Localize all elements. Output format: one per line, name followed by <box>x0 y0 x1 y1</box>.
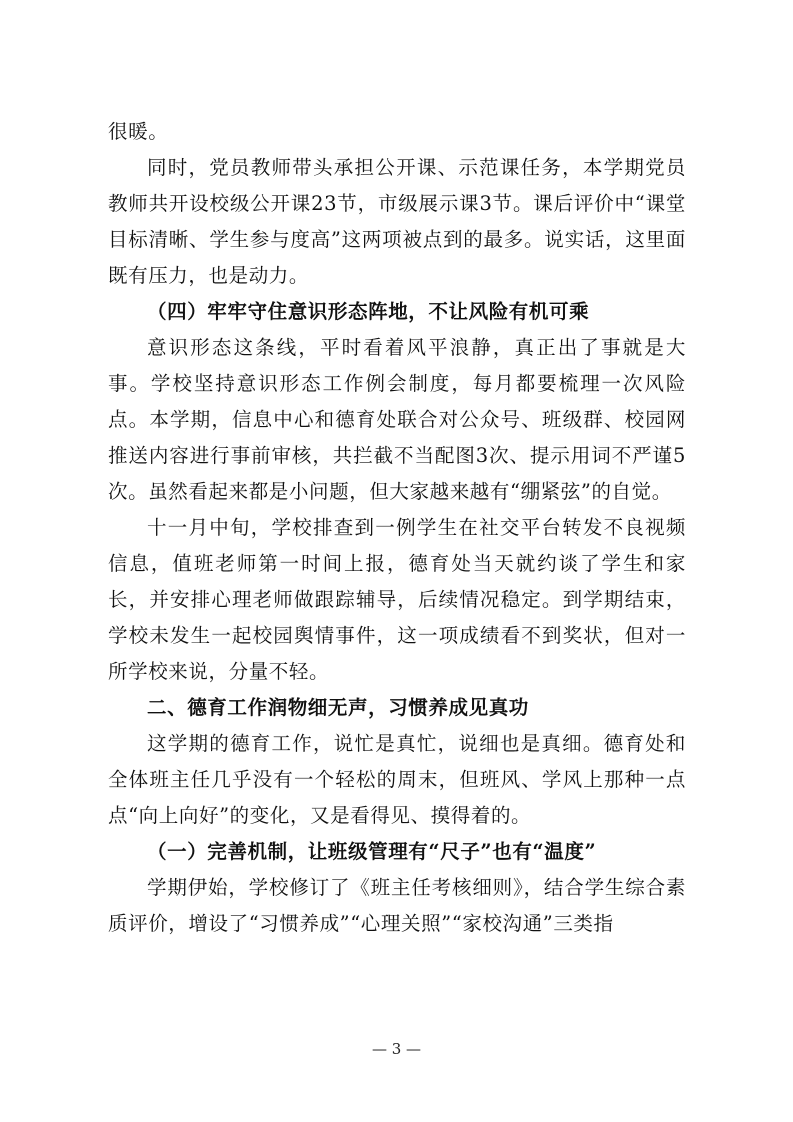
section-heading-ideology: （四）牢牢守住意识形态阵地，不让风险有机可乘 <box>147 300 590 323</box>
chapter-heading-moral-education: 二、德育工作润物细无声，习惯养成见真功 <box>147 696 529 719</box>
page-number: — 3 — <box>371 1040 422 1058</box>
paragraph-demonstration-classes: 同时，党员教师带头承担公开课、示范课任务，本学期党员教师共开设校级公开课23节，市级展示课3节。课后评价中“课堂目标清晰、学生参与度高”这两项被点到的最多。说实话，这里面既有压力，也是动力。 <box>108 156 686 287</box>
paragraph-moral-education-intro: 这学期的德育工作，说忙是真忙，说细也是真细。德育处和全体班主任几乎没有一个轻松的周末，但班风、学风上那种一点点“向上向好”的变化，又是看得见、摸得着的。 <box>108 732 686 827</box>
paragraph-incident-handling: 十一月中旬，学校排查到一例学生在社交平台转发不良视频信息，值班老师第一时间上报，德育处当天就约谈了学生和家长，并安排心理老师做跟踪辅导，后续情况稳定。到学期结束，学校未发生一起校园舆情事件，这一项成绩看不到奖状，但对一所学校来说，分量不轻。 <box>108 516 686 683</box>
section-heading-mechanism: （一）完善机制，让班级管理有“尺子”也有“温度” <box>147 840 597 863</box>
paragraph-continued: 很暖。 <box>108 120 169 143</box>
page-body <box>108 114 686 942</box>
paragraph-ideology-review: 意识形态这条线，平时看着风平浪静，真正出了事就是大事。学校坚持意识形态工作例会制度，每月都要梳理一次风险点。本学期，信息中心和德育处联合对公众号、班级群、校园网推送内容进行事前审核，共拦截不当配图3次、提示用词不严谨5次。虽然看起来都是小问题，但大家越来越有“绷紧弦”的自觉。 <box>108 336 686 503</box>
paragraph-class-teacher-rules: 学期伊始，学校修订了《班主任考核细则》，结合学生综合素质评价，增设了“习惯养成”“心理关照”“家校沟通”三类指 <box>108 876 686 935</box>
